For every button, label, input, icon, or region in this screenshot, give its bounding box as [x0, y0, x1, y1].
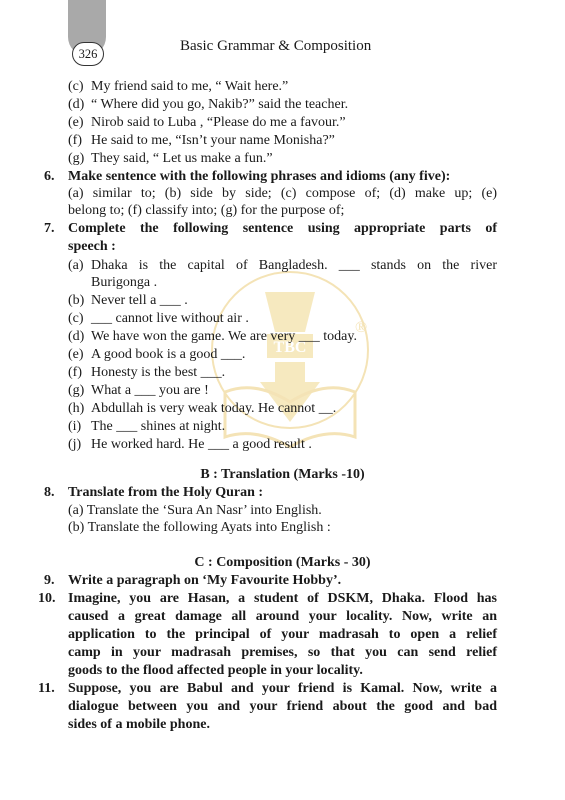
q8-item-b: (b) Translate the following Ayats into English : [68, 520, 331, 535]
item-label: (c) [68, 79, 84, 94]
q7-item-b-label: (b) [68, 293, 85, 308]
q7-item-h-text: Abdullah is very weak today. He cannot __. [91, 401, 337, 416]
q7-item-h-label: (h) [68, 401, 85, 416]
q7-item-a-label: (a) [68, 258, 84, 273]
q5-item-d: (d) [68, 97, 85, 112]
q10-number: 10. [38, 591, 56, 606]
q5-item-e-text: Nirob said to Luba , “Please do me a favour.” [91, 115, 346, 130]
q7-heading-line-1: Complete the following sentence using appropriate parts of [68, 221, 497, 236]
q7-item-e-text: A good book is a good ___. [91, 347, 246, 362]
watermark-text: TBC [273, 339, 307, 356]
q9-number: 9. [44, 573, 55, 588]
q9-text: Write a paragraph on ‘My Favourite Hobby’. [68, 573, 342, 588]
q7-item-j-label: (j) [68, 437, 82, 452]
q5-item-c-text: My friend said to me, “ Wait here.” [91, 79, 289, 94]
q11-number: 11. [38, 681, 55, 696]
q5-item-g-text: They said, “ Let us make a fun.” [91, 151, 273, 166]
q5-item-d-text: “ Where did you go, Nakib?” said the teacher. [91, 97, 349, 112]
q7-item-d-text: We have won the game. We are very ___ today. [91, 329, 357, 344]
registered-mark: ® [355, 319, 368, 336]
q7-item-a-text-2: Burigonga . [91, 275, 158, 290]
q7-item-f-label: (f) [68, 365, 82, 380]
q7-item-b-text: Never tell a ___ . [91, 293, 188, 308]
q7-item-i-label: (i) [68, 419, 82, 434]
q7-item-c-text: ___ cannot live without air . [91, 311, 249, 326]
q11-line-1: Suppose, you are Babul and your friend is Kamal. Now, write a [68, 681, 497, 696]
q11-line-2: dialogue between you and your friend about the good and bad [68, 699, 497, 714]
q10-line-4: camp in your madrasah premises, so that you can send relief [68, 645, 497, 660]
section-c-title: C : Composition (Marks - 30) [194, 555, 371, 570]
q7-item-a-text: Dhaka is the capital of Bangladesh. ___ stands on the river [91, 258, 497, 273]
q6-options-line-1: (a) similar to; (b) side by side; (c) compose of; (d) make up; (e) [68, 186, 497, 201]
q11-line-3: sides of a mobile phone. [68, 717, 210, 732]
q10-line-5: goods to the flood affected people in your locality. [68, 663, 363, 678]
q7-heading-line-2: speech : [68, 239, 116, 254]
q5-item-f: (f) [68, 133, 82, 148]
running-title: Basic Grammar & Composition [180, 38, 372, 54]
q8-number: 8. [44, 485, 55, 500]
section-b-title: B : Translation (Marks -10) [200, 467, 365, 482]
q5-item-f-text: He said to me, “Isn’t your name Monisha?” [91, 133, 335, 148]
q10-line-1: Imagine, you are Hasan, a student of DSKM, Dhaka. Flood has [68, 591, 497, 606]
q7-number: 7. [44, 221, 55, 236]
q7-item-g-label: (g) [68, 383, 85, 398]
q8-item-a: (a) Translate the ‘Sura An Nasr’ into English. [68, 503, 322, 518]
q6-number: 6. [44, 169, 55, 184]
q5-item-e: (e) [68, 115, 84, 130]
q7-item-g-text: What a ___ you are ! [91, 383, 209, 398]
page-number: 326 [72, 42, 104, 66]
q10-line-3: application to the principal of your madrasah to open a relief [68, 627, 497, 642]
q7-item-f-text: Honesty is the best ___. [91, 365, 226, 380]
q8-heading: Translate from the Holy Quran : [68, 485, 264, 500]
q7-item-e-label: (e) [68, 347, 84, 362]
q7-item-d-label: (d) [68, 329, 85, 344]
q10-line-2: caused a great damage all around your locality. Now, write an [68, 609, 497, 624]
q5-item-c [68, 78, 84, 96]
q7-item-j-text: He worked hard. He ___ a good result . [91, 437, 312, 452]
q5-item-g: (g) [68, 151, 85, 166]
q7-item-i-text: The ___ shines at night. [91, 419, 226, 434]
q7-item-c-label: (c) [68, 311, 84, 326]
q6-options-line-2: belong to; (f) classify into; (g) for the purpose of; [68, 203, 345, 218]
q6-heading: Make sentence with the following phrases and idioms (any five): [68, 169, 451, 184]
